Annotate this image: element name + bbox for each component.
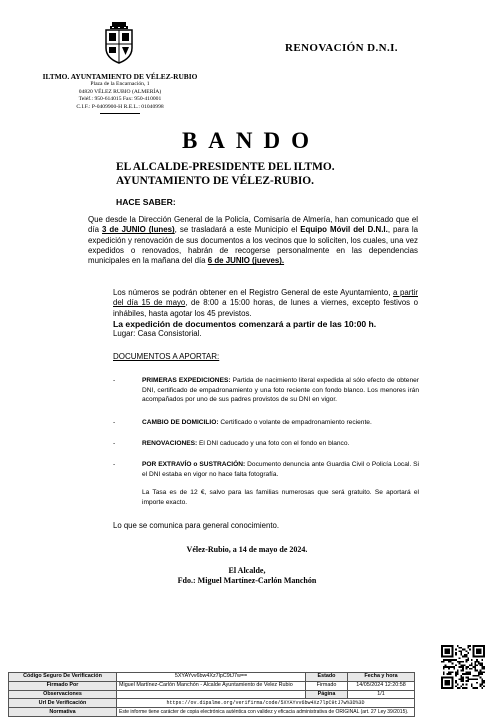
paragraph-text: , se trasladará a este Municipio el [174, 225, 301, 235]
signature-role: El Alcalde, [228, 566, 266, 575]
documents-heading [113, 352, 219, 361]
signed-by-value: Miguel Martínez-Carlón Manchón - Alcalde Ayuntamiento de Velez Rubio [117, 681, 306, 690]
paragraph-text: , para la expedición y renovación de sus documentos a los vecinos que lo soliciten, los cuales, una vez expedidos o renovados, habrán de recogerse personalmente en las dependencias municipales en la mañana del día [88, 225, 419, 266]
table-row [9, 699, 415, 708]
organization-block [40, 72, 200, 114]
document-item-title: PRIMERAS EXPEDICIONES: [142, 377, 231, 384]
document-item [113, 376, 419, 405]
organization-phone: Teléf.: 950-614015 Fax: 950-410001 [78, 96, 162, 103]
organization-address: Plaza de la Encarnación, 1 [90, 81, 150, 87]
verification-url-label: Url De Verificación [9, 699, 117, 708]
location-note: Lugar: Casa Consistorial. [113, 329, 202, 339]
arrival-date: 3 de JUNIO (lunes) [102, 225, 175, 235]
signature-block [0, 566, 494, 587]
verification-code-label: Código Seguro De Verificación [9, 673, 117, 682]
document-item [113, 460, 419, 479]
document-item-text: Documento denuncia ante Guardia Civil o Policía Local. Si el DNI estaba en vigor no hace falta fotografía. [142, 461, 419, 478]
divider [100, 113, 140, 114]
datetime-value: 14/05/2024 12:20:58 [348, 681, 415, 690]
date-line: Vélez-Rubio, a 14 de mayo de 2024. [186, 545, 308, 554]
organization-cif: C.I.F.: P-0409900-H R.E.L.: 01040998 [76, 103, 164, 110]
paragraph-text: Que desde la Dirección General de la Policía, Comisaría de Almería, han comunicado que el día [88, 215, 418, 235]
document-item-text: Partida de nacimiento literal expedida al sólo efecto de obtener DNI, certificado de empadronamiento y una foto reciente con fondo blanco. Los menores irán acompañados por uno de sus padres provistos de su DNI en vigor. [142, 377, 419, 404]
verification-table [8, 672, 415, 717]
organization-city: 04820 VÉLEZ RUBIO (ALMERÍA) [78, 88, 162, 95]
signed-by-label: Firmado Por [9, 681, 117, 690]
document-item [113, 439, 419, 449]
document-item-text: El DNI caducado y una foto con el fondo en blanco. [197, 440, 350, 447]
regulation-label: Normativa [9, 708, 117, 717]
numbers-paragraph [88, 288, 418, 339]
bullet-dash: - [113, 419, 116, 426]
document-item-title: CAMBIO DE DOMICILIO: [142, 419, 219, 426]
state-header: Estado [306, 673, 348, 682]
start-date: a partir del día 15 de mayo [113, 288, 418, 308]
observations-value [117, 690, 306, 699]
paragraph-text: , de 8:00 a 15:00 horas, de lunes a viernes, excepto festivos o inhábiles, hasta agotar los 45 previstos. [113, 298, 418, 318]
observations-label: Observaciones [9, 690, 117, 699]
table-row [9, 690, 415, 699]
document-item-title: POR EXTRAVÍO o SUSTRACIÓN: [142, 461, 246, 468]
closing-sentence: Lo que se comunica para general conocimiento. [113, 521, 280, 530]
start-time-note: La expedición de documentos comenzará a partir de las 10:00 h. [113, 318, 377, 329]
municipal-crest-icon [103, 22, 135, 64]
document-subtitle: EL ALCALDE-PRESIDENTE DEL ILTMO. AYUNTAMIENTO DE VÉLEZ-RUBIO. [116, 161, 335, 187]
bullet-dash: - [113, 377, 116, 384]
hace-saber-heading: HACE SABER: [116, 197, 176, 207]
page-value: 1/1 [348, 690, 415, 699]
table-row [9, 708, 415, 717]
bullet-dash: - [113, 461, 116, 468]
verification-url[interactable]: https://ov.dipalme.org/verifirma/code/5XYAYvv6bw4Xz7lpC9tJ7w%3D%3D [117, 699, 415, 708]
announcement-paragraph [88, 215, 418, 266]
table-row [9, 673, 415, 682]
document-topic: RENOVACIÓN D.N.I. [285, 42, 398, 54]
datetime-header: Fecha y hora [348, 673, 415, 682]
organization-name: ILTMO. AYUNTAMIENTO DE VÉLEZ-RUBIO [42, 72, 198, 81]
documents-heading-text: DOCUMENTOS A APORTAR: [113, 352, 220, 361]
bullet-dash: - [113, 440, 116, 447]
verification-code: 5XYAYvv6bw4Xz7lpC9tJ7w== [117, 673, 306, 682]
table-row [9, 681, 415, 690]
paragraph-text: Los números se podrán obtener en el Registro General de este Ayuntamiento, [113, 288, 394, 297]
signature-name: Fdo.: Miguel Martínez-Carlón Manchón [177, 576, 317, 586]
document-item-title: RENOVACIONES: [142, 440, 198, 447]
page-label: Página [306, 690, 348, 699]
state-value: Firmado [306, 681, 348, 690]
mobile-team-name: Equipo Móvil del D.N.I. [300, 225, 388, 235]
pickup-date: 6 de JUNIO (jueves). [207, 256, 285, 266]
document-title: BANDO [181, 128, 321, 153]
qr-code-icon [441, 645, 485, 689]
regulation-text: Este informe tiene carácter de copia electrónica auténtica con validez y eficacia administrativa de ORIGINAL (art. 27 Ley 39/2015). [117, 708, 415, 717]
fee-note: La Tasa es de 12 €, salvo para las familias numerosas que será gratuito. Se aportará el importe exacto. [142, 489, 419, 506]
document-item [113, 418, 419, 428]
document-item-text: Certificado o volante de empadronamiento reciente. [218, 419, 372, 426]
